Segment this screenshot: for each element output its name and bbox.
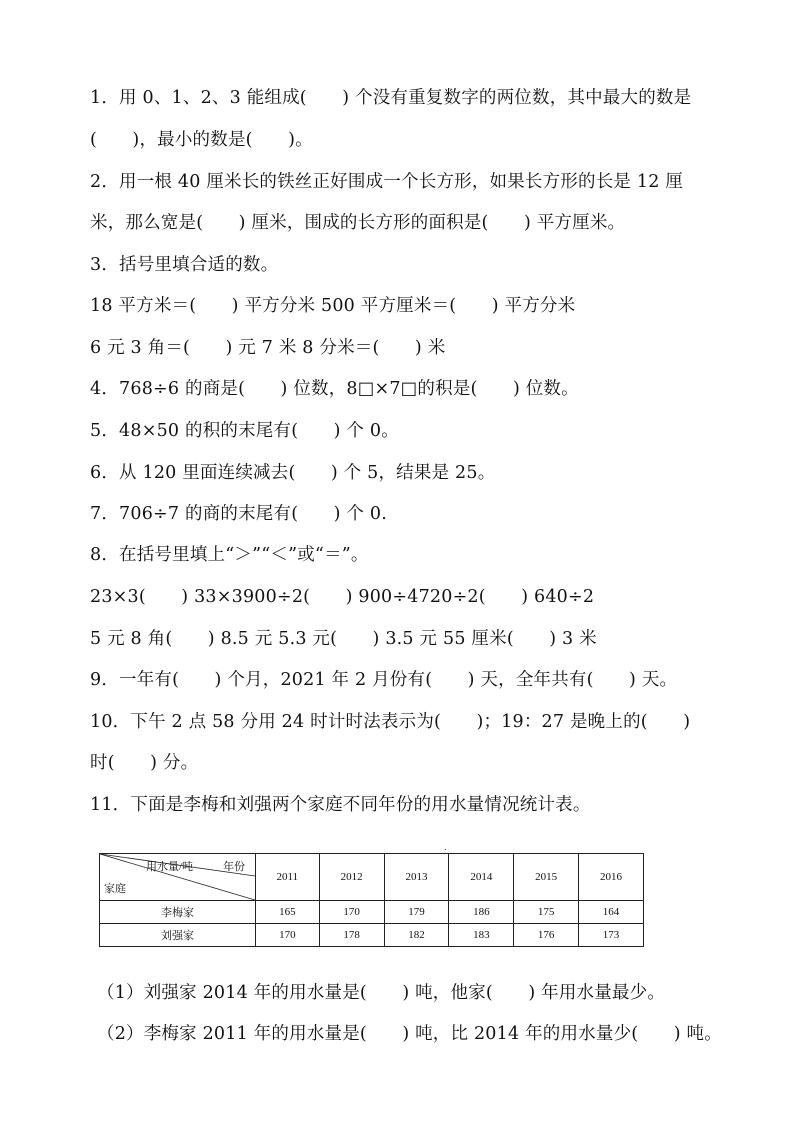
question-line-12: 8．在括号里填上“＞”“＜”或“＝”。 xyxy=(90,545,369,565)
table-row xyxy=(100,901,644,924)
usage-value: 186 xyxy=(449,901,514,924)
question-line-17: 时( ) 分。 xyxy=(90,753,199,773)
question-line-3: 2．用一根 40 厘米长的铁丝正好围成一个长方形，如果长方形的长是 12 厘 xyxy=(90,172,684,192)
usage-value: 170 xyxy=(319,901,384,924)
usage-value: 170 xyxy=(256,924,320,947)
family-name: 李梅家 xyxy=(100,901,256,924)
sub-question-1: （1）刘强家 2014 年的用水量是( ) 吨，他家( ) 年用水量最少。 xyxy=(97,983,666,1003)
family-name: 刘强家 xyxy=(100,924,256,947)
usage-value: 164 xyxy=(579,901,644,924)
question-line-16: 10．下午 2 点 58 分用 24 时计时法表示为( )；19：27 是晚上的( ) xyxy=(90,712,691,732)
usage-value: 179 xyxy=(384,901,449,924)
table-row xyxy=(100,924,644,947)
year-header: 2013 xyxy=(384,854,449,901)
year-header: 2014 xyxy=(449,854,514,901)
year-header: 2011 xyxy=(256,854,320,901)
table-header-row xyxy=(100,854,644,901)
usage-value: 173 xyxy=(579,924,644,947)
corner-label-usage: 用水量/吨 xyxy=(146,861,194,873)
table-corner-cell xyxy=(100,854,256,901)
corner-label-family: 家庭 xyxy=(104,883,126,895)
question-line-5: 3．括号里填合适的数。 xyxy=(90,255,279,275)
usage-value: 183 xyxy=(449,924,514,947)
corner-label-year: 年份 xyxy=(223,861,245,873)
question-line-13: 23×3( ) 33×3900÷2( ) 900÷4720÷2( ) 640÷2 xyxy=(90,587,595,607)
question-line-1: 1．用 0、1、2、3 能组成( ) 个没有重复数字的两位数，其中最大的数是 xyxy=(90,88,692,108)
usage-value: 182 xyxy=(384,924,449,947)
question-line-9: 5．48×50 的积的末尾有( ) 个 0。 xyxy=(90,421,399,441)
usage-value: 178 xyxy=(319,924,384,947)
question-line-8: 4．768÷6 的商是( ) 位数，8□×7□的积是( ) 位数。 xyxy=(90,379,579,399)
sub-question-2: （2）李梅家 2011 年的用水量是( ) 吨，比 2014 年的用水量少( ) 吨。 xyxy=(97,1024,722,1044)
stray-mark: . xyxy=(444,843,447,852)
question-line-6: 18 平方米＝( ) 平方分米 500 平方厘米＝( ) 平方分米 xyxy=(90,296,576,316)
question-line-11: 7．706÷7 的商的末尾有( ) 个 0. xyxy=(90,504,387,524)
question-line-10: 6．从 120 里面连续减去( ) 个 5，结果是 25。 xyxy=(90,463,496,483)
water-usage-table xyxy=(99,853,644,947)
question-line-15: 9．一年有( ) 个月，2021 年 2 月份有( ) 天，全年共有( ) 天。 xyxy=(90,670,678,690)
usage-value: 175 xyxy=(514,901,579,924)
usage-value: 165 xyxy=(256,901,320,924)
question-line-4: 米，那么宽是( ) 厘米，围成的长方形的面积是( ) 平方厘米。 xyxy=(90,213,626,233)
year-header: 2012 xyxy=(319,854,384,901)
question-line-18: 11．下面是李梅和刘强两个家庭不同年份的用水量情况统计表。 xyxy=(90,795,591,815)
question-line-14: 5 元 8 角( ) 8.5 元 5.3 元( ) 3.5 元 55 厘米( ) 3 米 xyxy=(90,629,597,649)
year-header: 2016 xyxy=(579,854,644,901)
year-header: 2015 xyxy=(514,854,579,901)
question-line-7: 6 元 3 角＝( ) 元 7 米 8 分米＝( ) 米 xyxy=(90,338,446,358)
question-line-2: ( )，最小的数是( )。 xyxy=(90,130,313,150)
usage-value: 176 xyxy=(514,924,579,947)
